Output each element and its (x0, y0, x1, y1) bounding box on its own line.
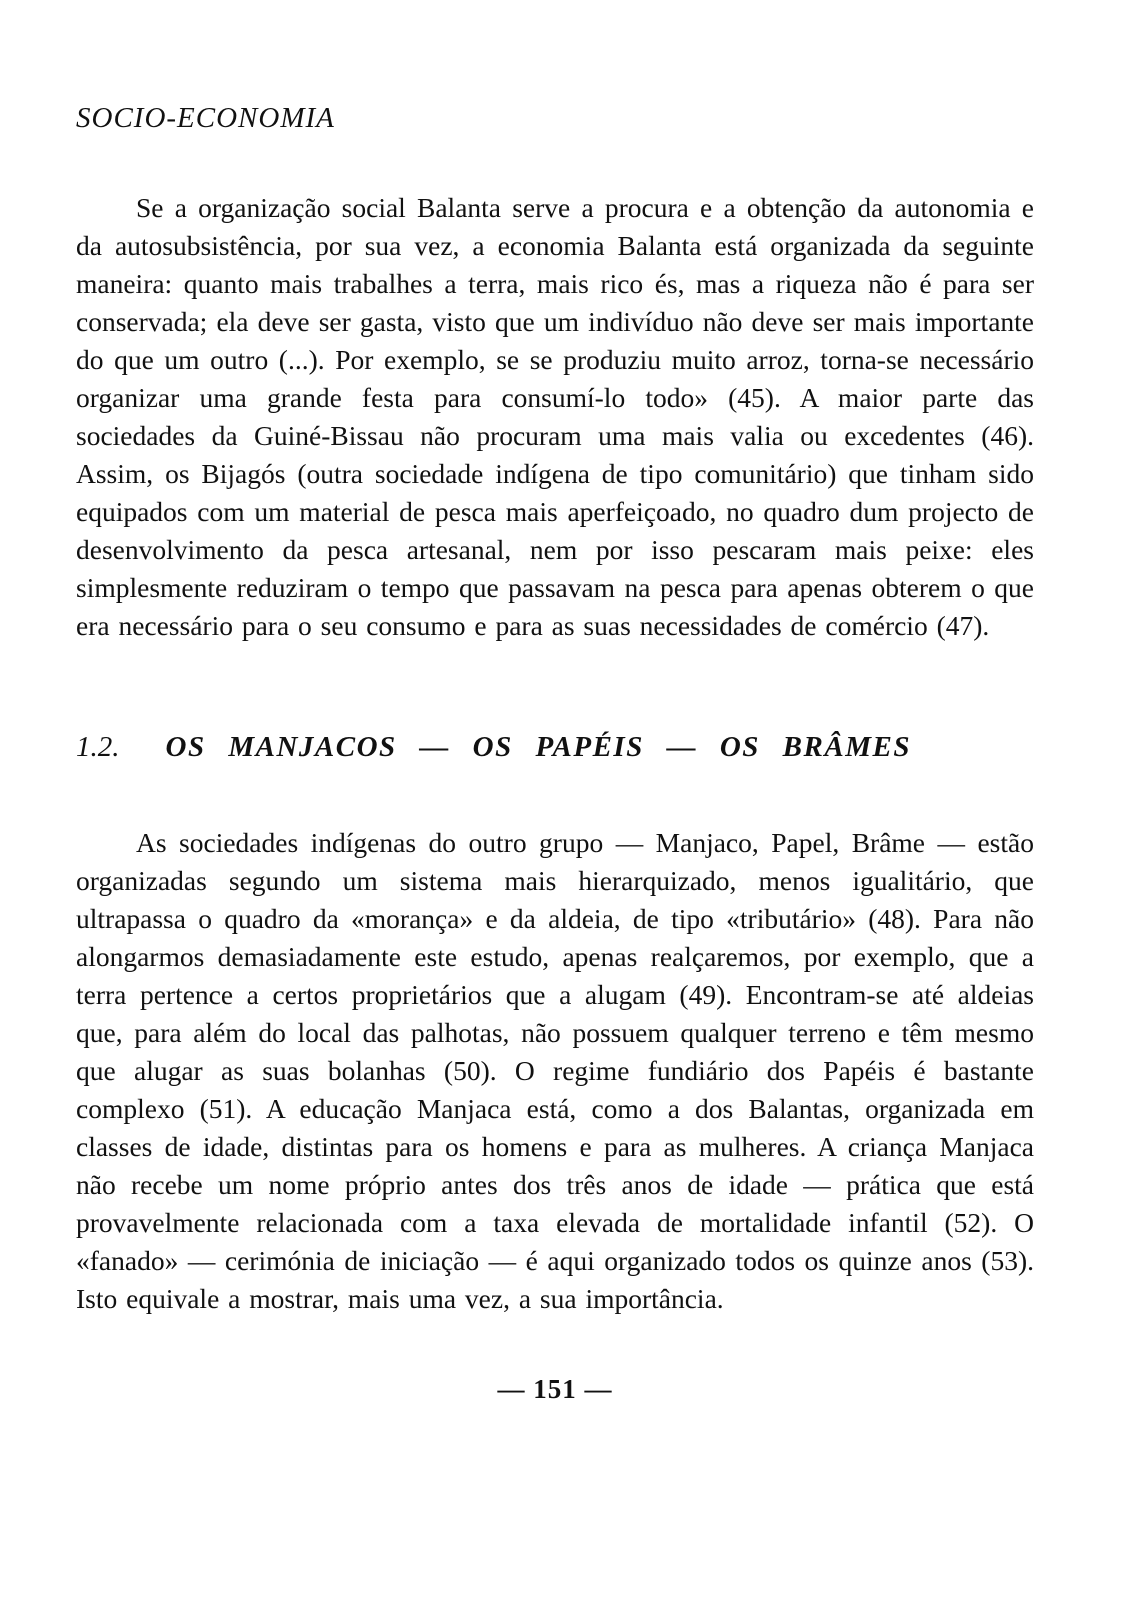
paragraph-socio-economia: Se a organização social Balanta serve a procura e a obtenção da autonomia e da autosubsistência, por sua vez, a economia Balanta está organizada da seguinte maneira: quanto mais trabalhes a terra, mais rico és, mas a riqueza não é para ser conservada; ela deve ser gasta, visto que um indivíduo não deve ser mais importante do que um outro (...). Por exemplo, se se produziu muito arroz, torna-se necessário organizar uma grande festa para consumí-lo todo» (45). A maior parte das sociedades da Guiné-Bissau não procuram uma mais valia ou excedentes (46). Assim, os Bijagós (outra sociedade indígena de tipo comunitário) que tinham sido equipados com um material de pesca mais aperfeiçoado, no quadro dum projecto de desenvolvimento da pesca artesanal, nem por isso pescaram mais peixe: eles simplesmente reduziram o tempo que passavam na pesca para apenas obterem o que era necessário para o seu consumo e para as suas necessidades de comércio (47). (76, 192, 1034, 641)
running-header: SOCIO-ECONOMIA (76, 102, 335, 134)
section-title: OS MANJACOS — OS PAPÉIS — OS BRÂMES (165, 731, 911, 763)
text-column (76, 0, 1034, 1405)
paragraph-manjacos-papeis-brames: As sociedades indígenas do outro grupo — Manjaco, Papel, Brâme — estão organizadas segundo um sistema mais hierarquizado, menos igualitário, que ultrapassa o quadro da «morança» e da aldeia, de tipo «tributário» (48). Para não alongarmos demasiadamente este estudo, apenas realçaremos, por exemplo, que a terra pertence a certos proprietários que a alugam (49). Encontram-se até aldeias que, para além do local das palhotas, não possuem qualquer terreno e têm mesmo que alugar as suas bolanhas (50). O regime fundiário dos Papéis é bastante complexo (51). A educação Manjaca está, como a dos Balantas, organizada em classes de idade, distintas para os homens e para as mulheres. A criança Manjaca não recebe um nome próprio antes dos três anos de idade — prática que está provavelmente relacionada com a taxa elevada de mortalidade infantil (52). O «fanado» — cerimónia de iniciação — é aqui organizado todos os quinze anos (53). Isto equivale a mostrar, mais uma vez, a sua importância. (76, 827, 1034, 1314)
section-heading (76, 731, 1034, 764)
page-number: — 151 — (497, 1374, 613, 1404)
section-number: 1.2. (76, 731, 120, 763)
